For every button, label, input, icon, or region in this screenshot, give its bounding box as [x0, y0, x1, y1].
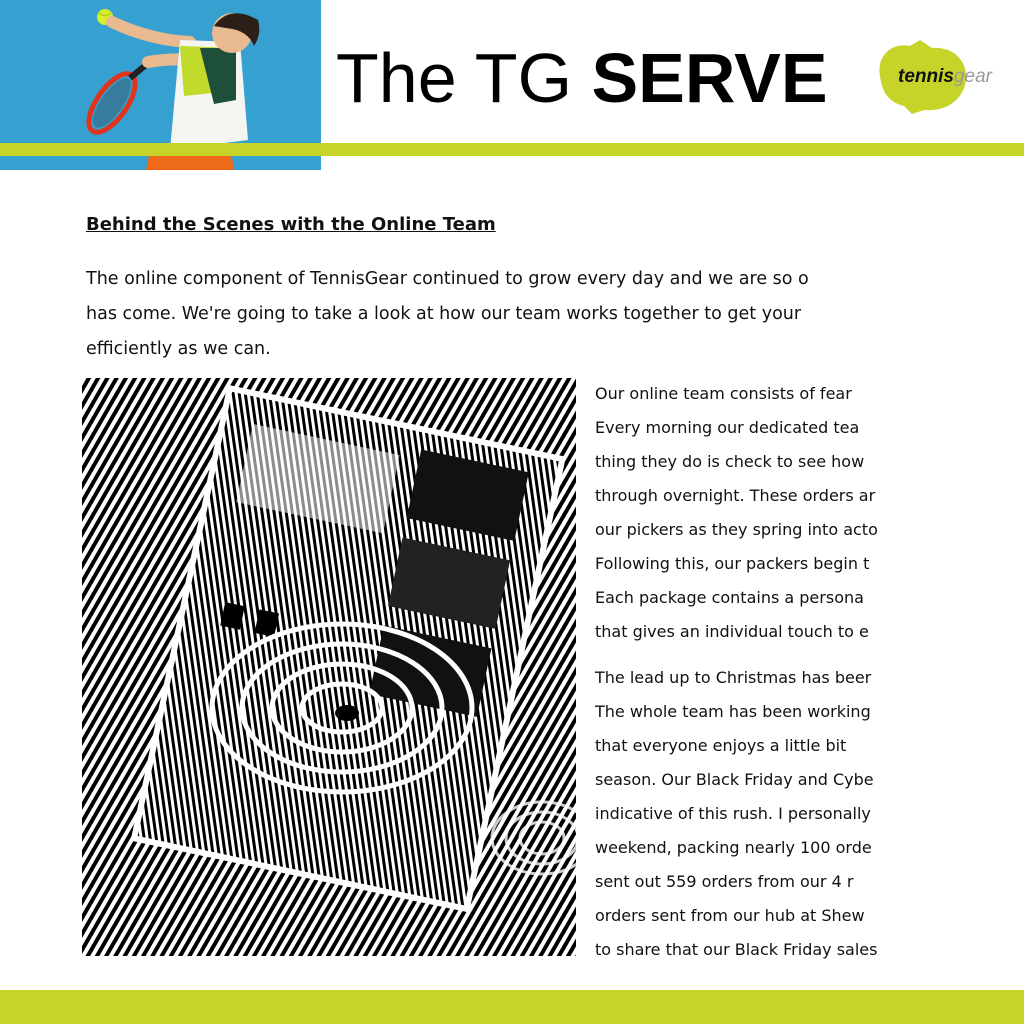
intro-line: efficiently as we can.	[86, 339, 271, 359]
title-regular-text: The TG	[336, 39, 573, 117]
column-line: season. Our Black Friday and Cybe	[595, 770, 874, 789]
article-heading: Behind the Scenes with the Online Team	[86, 214, 496, 235]
column-line: that everyone enjoys a little bit	[595, 736, 847, 755]
title-bold-text: SERVE	[591, 39, 828, 117]
article-photo-moire	[82, 378, 576, 956]
newsletter-title	[336, 38, 828, 118]
column-line: weekend, packing nearly 100 orde	[595, 838, 872, 857]
column-line: thing they do is check to see how	[595, 452, 865, 471]
column-line: indicative of this rush. I personally	[595, 804, 871, 823]
column-line: that gives an individual touch to e	[595, 622, 869, 641]
intro-line: The online component of TennisGear continued to grow every day and we are so o	[86, 269, 809, 289]
column-line: through overnight. These orders ar	[595, 486, 876, 505]
column-line: our pickers as they spring into acto	[595, 520, 878, 539]
logo-text-light: gear	[953, 66, 992, 87]
column-paragraph-2	[595, 661, 947, 967]
logo-wordmark	[898, 66, 992, 88]
column-line: to share that our Black Friday sales	[595, 940, 878, 959]
header-accent-bar	[0, 143, 1024, 156]
column-paragraph-1	[595, 377, 947, 649]
column-line: Our online team consists of fear	[595, 384, 852, 403]
footer-accent-bar	[0, 990, 1024, 1024]
column-line: sent out 559 orders from our 4 r	[595, 872, 854, 891]
column-line: The lead up to Christmas has beer	[595, 668, 872, 687]
column-line: Following this, our packers begin t	[595, 554, 870, 573]
logo-text-bold: tennis	[898, 66, 954, 87]
column-line: orders sent from our hub at Shew	[595, 906, 865, 925]
column-line: The whole team has been working	[595, 702, 871, 721]
column-line: Every morning our dedicated tea	[595, 418, 860, 437]
column-line: Each package contains a persona	[595, 588, 864, 607]
intro-paragraph	[86, 262, 946, 367]
intro-line: has come. We're going to take a look at how our team works together to get your	[86, 304, 802, 324]
